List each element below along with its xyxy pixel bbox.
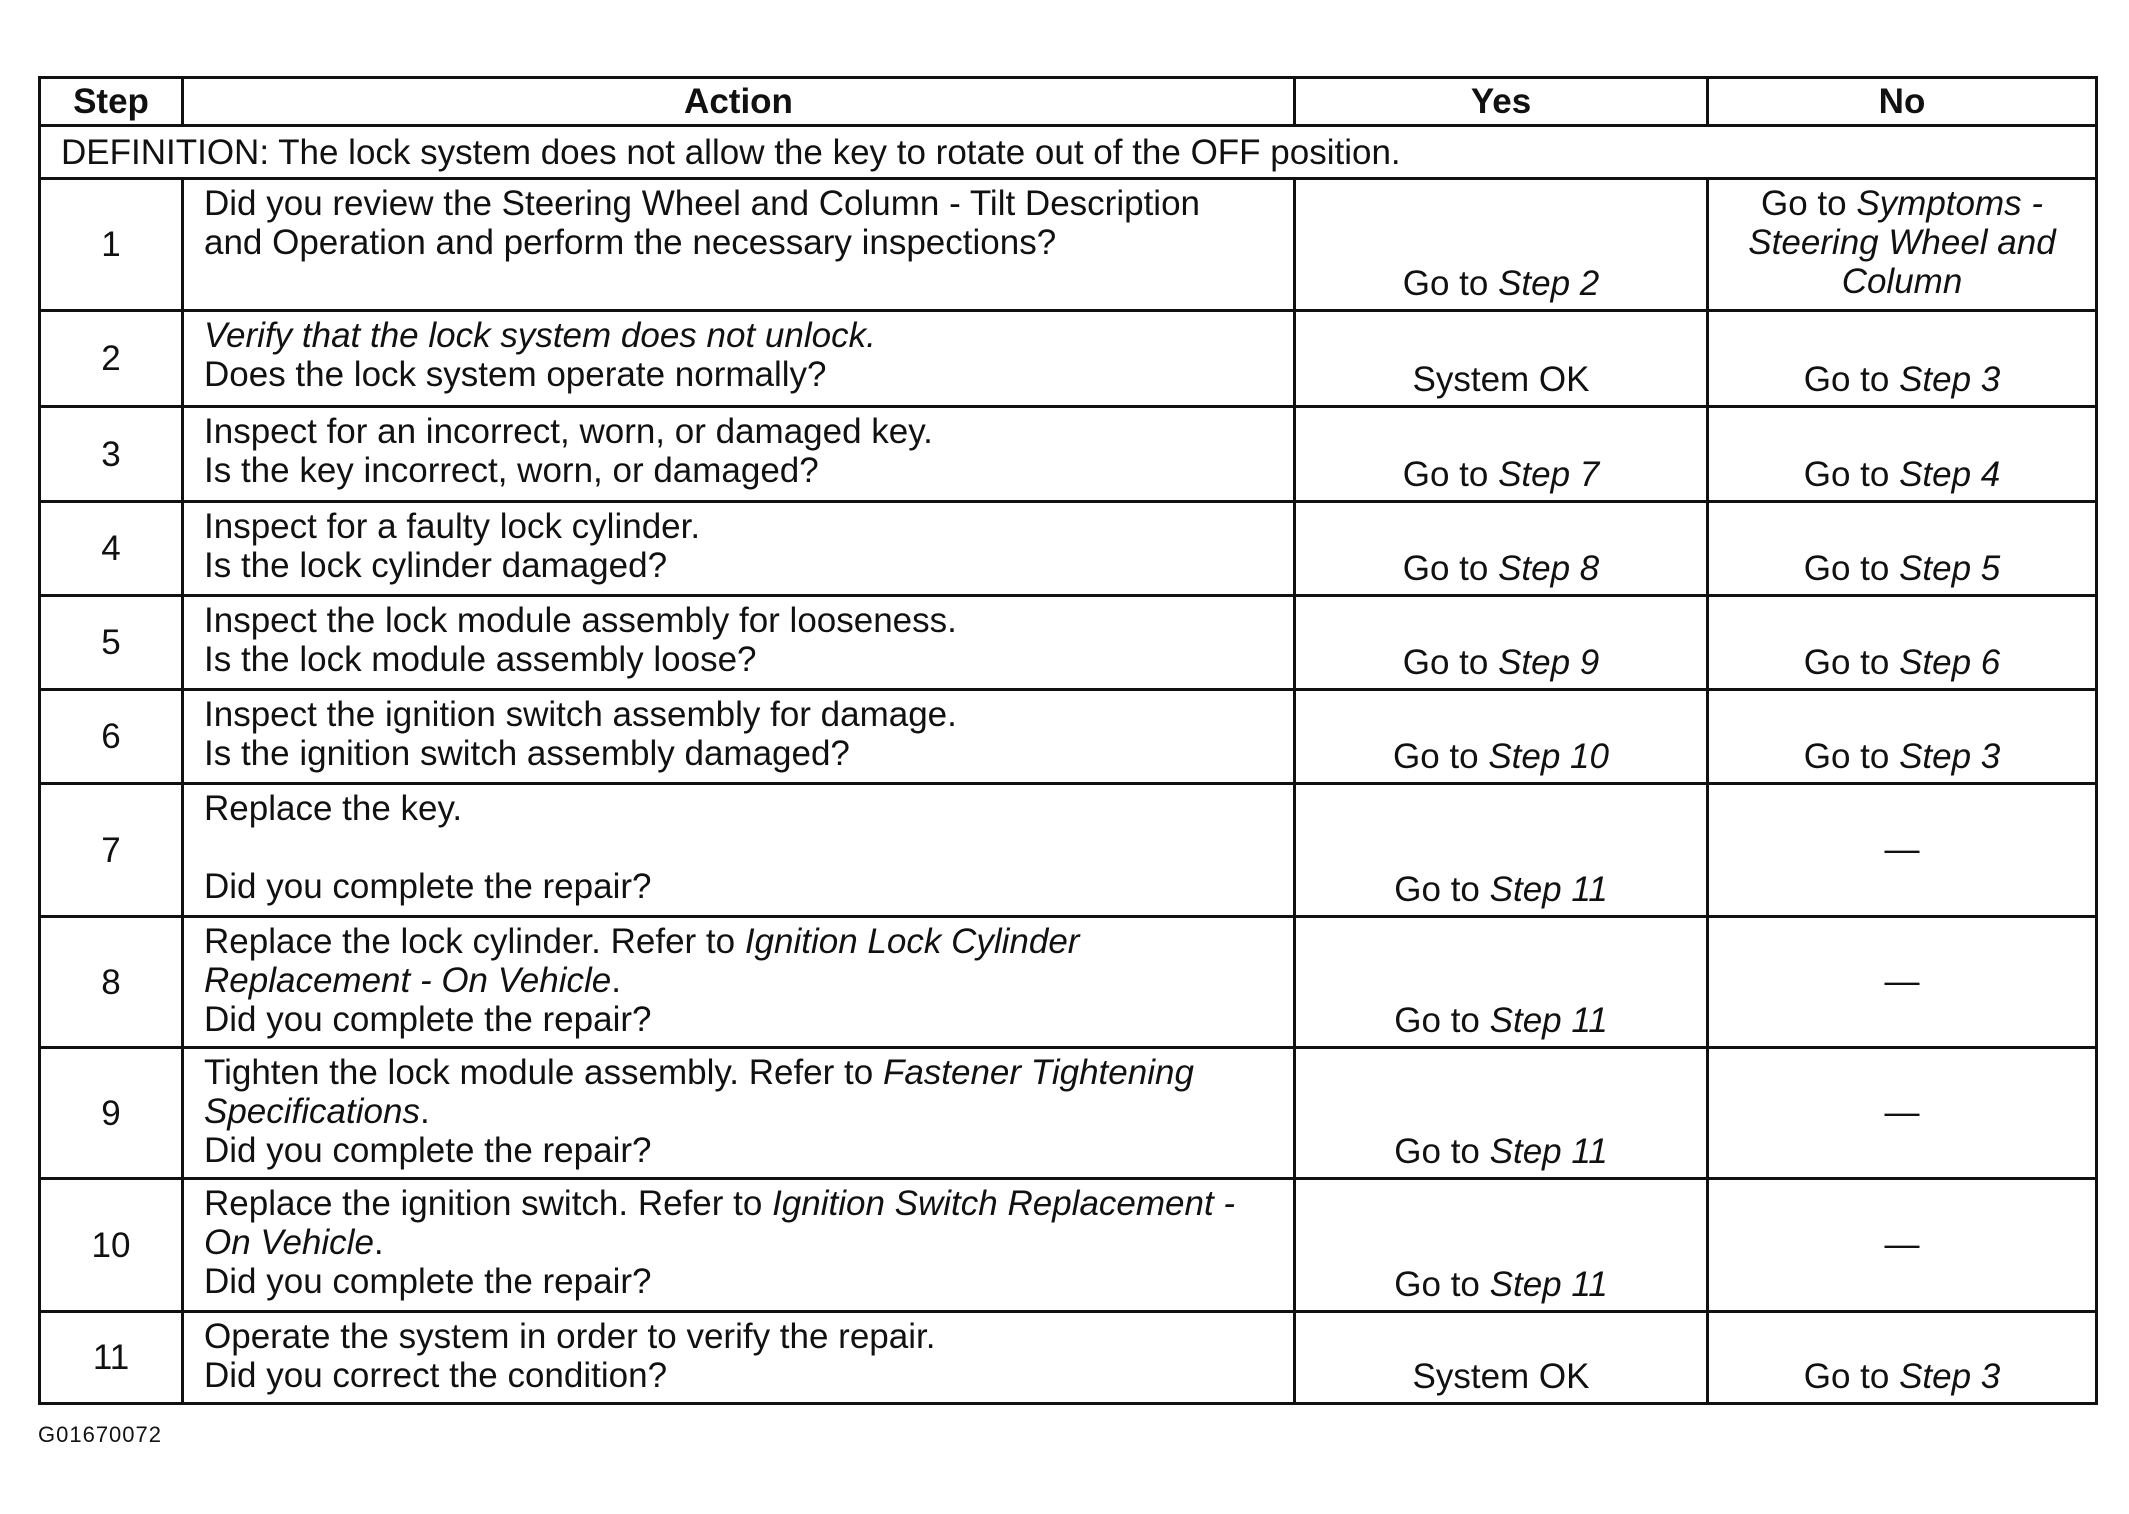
action-line: Is the lock module assembly loose? xyxy=(204,640,757,679)
action-line: Did you complete the repair? xyxy=(204,1131,652,1170)
action-text: . xyxy=(373,1223,384,1262)
no-cell: — xyxy=(1708,784,2097,917)
action-ref: Ignition Lock Cylinder xyxy=(744,922,1080,961)
yes-prefix: Go to xyxy=(1394,870,1490,909)
action-line: Is the key incorrect, worn, or damaged? xyxy=(204,451,819,490)
table-row xyxy=(40,311,2097,407)
no-step-ref: Step 6 xyxy=(1899,643,2001,682)
header-step: Step xyxy=(40,78,183,126)
yes-step-ref: Step 9 xyxy=(1498,643,1600,682)
table-row xyxy=(40,690,2097,784)
yes-step-ref: Step 7 xyxy=(1498,455,1600,494)
action-line: Did you correct the condition? xyxy=(204,1356,668,1395)
definition-row xyxy=(40,126,2097,179)
yes-step-ref: Step 8 xyxy=(1498,549,1600,588)
no-cell xyxy=(1708,311,2097,407)
header-no: No xyxy=(1708,78,2097,126)
action-line: Did you complete the repair? xyxy=(204,1262,652,1301)
figure-id: G01670072 xyxy=(38,1422,162,1447)
yes-cell xyxy=(1295,1179,1708,1312)
action-ref: On Vehicle xyxy=(204,1223,374,1262)
yes-prefix: Go to xyxy=(1402,643,1499,682)
action-line: Did you complete the repair? xyxy=(204,1000,652,1039)
table-row xyxy=(40,917,2097,1048)
action-ref: Ignition Switch Replacement - xyxy=(772,1184,1236,1223)
action-text: . xyxy=(419,1092,430,1131)
no-prefix: Go to xyxy=(1803,360,1900,399)
action-line: Inspect the ignition switch assembly for damage. xyxy=(204,695,957,734)
action-line: Verify that the lock system does not unlock. xyxy=(204,316,876,355)
no-step-ref: Step 3 xyxy=(1899,1357,2001,1396)
action-cell xyxy=(183,1179,1295,1312)
yes-prefix: Go to xyxy=(1394,1132,1490,1171)
no-ref-line: Steering Wheel and xyxy=(1748,223,2056,262)
no-cell xyxy=(1708,1312,2097,1404)
step-number: 4 xyxy=(40,502,183,596)
step-number: 7 xyxy=(40,784,183,917)
no-cell: — xyxy=(1708,1179,2097,1312)
yes-cell xyxy=(1295,917,1708,1048)
no-step-ref: Step 5 xyxy=(1899,549,2001,588)
no-cell xyxy=(1708,179,2097,311)
action-line: Operate the system in order to verify the repair. xyxy=(204,1317,936,1356)
no-cell xyxy=(1708,502,2097,596)
no-cell: — xyxy=(1708,1048,2097,1179)
yes-step-ref: Step 11 xyxy=(1489,1001,1608,1040)
step-number: 8 xyxy=(40,917,183,1048)
yes-step-ref: Step 10 xyxy=(1488,737,1609,776)
yes-cell: System OK xyxy=(1295,1312,1708,1404)
action-text: Tighten the lock module assembly. Refer to xyxy=(204,1053,883,1092)
yes-prefix: Go to xyxy=(1394,1001,1490,1040)
action-cell xyxy=(183,917,1295,1048)
table-row xyxy=(40,784,2097,917)
no-step-ref: Step 3 xyxy=(1899,737,2001,776)
action-cell xyxy=(183,1312,1295,1404)
action-line: Did you review the Steering Wheel and Column - Tilt Description xyxy=(204,184,1200,223)
step-number: 5 xyxy=(40,596,183,690)
yes-prefix: Go to xyxy=(1394,1265,1490,1304)
no-step-ref: Step 3 xyxy=(1899,360,2001,399)
no-prefix: Go to xyxy=(1760,184,1857,223)
yes-cell: System OK xyxy=(1295,311,1708,407)
no-cell xyxy=(1708,596,2097,690)
step-number: 11 xyxy=(40,1312,183,1404)
action-cell xyxy=(183,179,1295,311)
no-cell: — xyxy=(1708,917,2097,1048)
action-text: . xyxy=(611,961,621,1000)
table-row xyxy=(40,596,2097,690)
action-ref: Fastener Tightening xyxy=(882,1053,1194,1092)
action-line: Replace the key. xyxy=(204,789,463,828)
table-row xyxy=(40,179,2097,311)
action-cell xyxy=(183,784,1295,917)
action-line: Inspect the lock module assembly for looseness. xyxy=(204,601,957,640)
no-prefix: Go to xyxy=(1803,549,1900,588)
yes-cell xyxy=(1295,179,1708,311)
step-number: 2 xyxy=(40,311,183,407)
table-row xyxy=(40,1312,2097,1404)
no-ref-line: Column xyxy=(1841,262,1963,301)
yes-cell xyxy=(1295,784,1708,917)
table-row xyxy=(40,1179,2097,1312)
header-yes: Yes xyxy=(1295,78,1708,126)
table-row xyxy=(40,1048,2097,1179)
table-row xyxy=(40,502,2097,596)
yes-step-ref: Step 11 xyxy=(1489,1265,1608,1304)
no-prefix: Go to xyxy=(1803,737,1900,776)
step-number: 3 xyxy=(40,407,183,502)
yes-step-ref: Step 2 xyxy=(1498,264,1600,303)
yes-prefix: Go to xyxy=(1393,737,1489,776)
header-action: Action xyxy=(183,78,1295,126)
yes-cell xyxy=(1295,407,1708,502)
definition-text: DEFINITION: The lock system does not allow the key to rotate out of the OFF position. xyxy=(40,126,2097,179)
action-ref: Specifications xyxy=(204,1092,420,1131)
action-line: Is the lock cylinder damaged? xyxy=(204,546,668,585)
step-number: 10 xyxy=(40,1179,183,1312)
table-row xyxy=(40,407,2097,502)
no-ref-line: Symptoms - xyxy=(1856,184,2044,223)
action-cell xyxy=(183,407,1295,502)
action-text: Replace the ignition switch. Refer to xyxy=(204,1184,773,1223)
yes-cell xyxy=(1295,502,1708,596)
no-prefix: Go to xyxy=(1803,455,1900,494)
diagnostic-table xyxy=(38,76,2098,1405)
action-text: Replace the lock cylinder. Refer to xyxy=(204,922,745,961)
action-ref: Replacement - On Vehicle xyxy=(204,961,612,1000)
action-line: Is the ignition switch assembly damaged? xyxy=(204,734,850,773)
action-line: Did you complete the repair? xyxy=(204,867,652,906)
header-row xyxy=(40,78,2097,126)
yes-cell xyxy=(1295,596,1708,690)
action-line: Inspect for an incorrect, worn, or damaged key. xyxy=(204,412,933,451)
yes-cell xyxy=(1295,690,1708,784)
step-number: 6 xyxy=(40,690,183,784)
action-line: Does the lock system operate normally? xyxy=(204,355,827,394)
action-cell xyxy=(183,311,1295,407)
action-cell xyxy=(183,1048,1295,1179)
step-number: 9 xyxy=(40,1048,183,1179)
action-cell xyxy=(183,690,1295,784)
action-cell xyxy=(183,596,1295,690)
no-cell xyxy=(1708,690,2097,784)
yes-cell xyxy=(1295,1048,1708,1179)
no-prefix: Go to xyxy=(1803,1357,1900,1396)
no-cell xyxy=(1708,407,2097,502)
action-cell xyxy=(183,502,1295,596)
yes-prefix: Go to xyxy=(1402,455,1499,494)
step-number: 1 xyxy=(40,179,183,311)
yes-prefix: Go to xyxy=(1402,264,1499,303)
no-prefix: Go to xyxy=(1803,643,1900,682)
yes-prefix: Go to xyxy=(1402,549,1499,588)
yes-step-ref: Step 11 xyxy=(1489,870,1608,909)
action-line: Inspect for a faulty lock cylinder. xyxy=(204,507,701,546)
yes-step-ref: Step 11 xyxy=(1489,1132,1608,1171)
action-line: and Operation and perform the necessary inspections? xyxy=(204,223,1057,262)
no-step-ref: Step 4 xyxy=(1899,455,2001,494)
